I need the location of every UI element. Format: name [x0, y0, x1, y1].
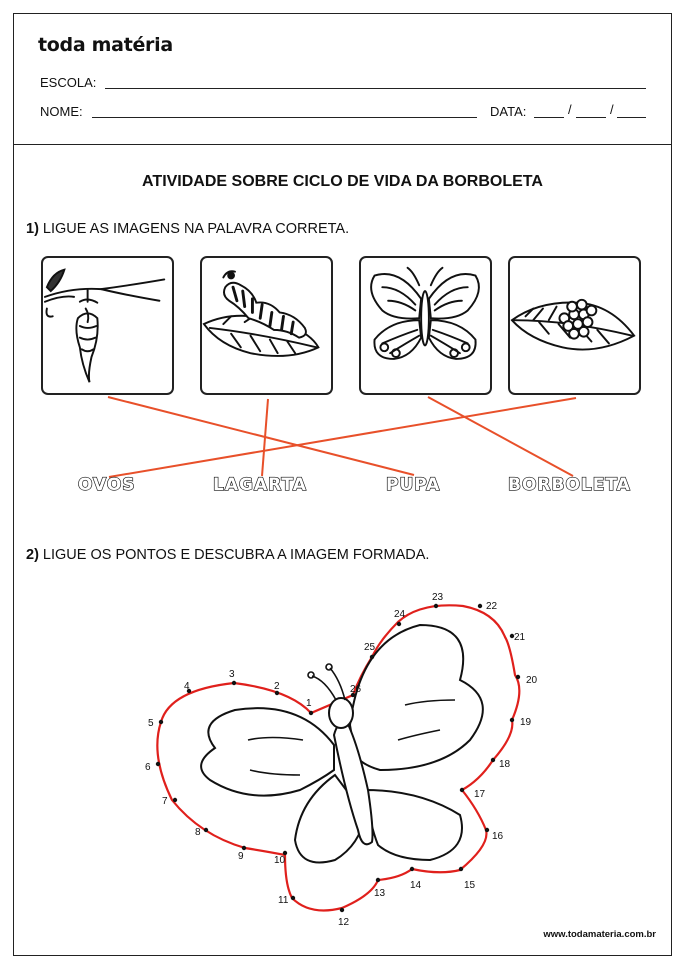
- dot-label-4: 4: [184, 681, 190, 692]
- dot-5[interactable]: [159, 720, 163, 724]
- date-separator: /: [568, 102, 572, 117]
- dot-11[interactable]: [291, 896, 295, 900]
- dot-label-21: 21: [514, 632, 526, 643]
- dot-label-10: 10: [274, 855, 286, 866]
- date-separator: /: [610, 102, 614, 117]
- dot-label-15: 15: [464, 880, 476, 891]
- activity-title: ATIVIDADE SOBRE CICLO DE VIDA DA BORBOLETA: [142, 173, 543, 190]
- question-2-text: LIGUE OS PONTOS E DESCUBRA A IMAGEM FORMADA.: [38, 547, 430, 563]
- dot-label-12: 12: [338, 917, 350, 928]
- name-label: NOME:: [40, 104, 83, 119]
- dot-label-8: 8: [195, 827, 201, 838]
- dot-label-1: 1: [306, 698, 312, 709]
- question-2-number: 2): [26, 547, 39, 563]
- dot-3[interactable]: [232, 681, 236, 685]
- dot-label-16: 16: [492, 831, 504, 842]
- dot-24[interactable]: [397, 622, 401, 626]
- dot-label-22: 22: [486, 601, 498, 612]
- dot-label-9: 9: [238, 851, 244, 862]
- dot-label-26: 26: [350, 684, 362, 695]
- dot-16[interactable]: [485, 828, 489, 832]
- dot-22[interactable]: [478, 604, 482, 608]
- question-1-number: 1): [26, 221, 39, 237]
- word-borboleta[interactable]: BORBOLETA: [508, 475, 631, 495]
- dot-14[interactable]: [410, 867, 414, 871]
- question-1-text: LIGUE AS IMAGENS NA PALAVRA CORRETA.: [38, 221, 350, 237]
- dot-label-6: 6: [145, 762, 151, 773]
- date-label: DATA:: [490, 104, 527, 119]
- dot-label-5: 5: [148, 718, 154, 729]
- dot-13[interactable]: [376, 878, 380, 882]
- dot-9[interactable]: [242, 846, 246, 850]
- dot-18[interactable]: [491, 758, 495, 762]
- dot-label-13: 13: [374, 888, 386, 899]
- dot-17[interactable]: [460, 788, 464, 792]
- dot-label-14: 14: [410, 880, 422, 891]
- dot-7[interactable]: [173, 798, 177, 802]
- dot-label-11: 11: [278, 895, 289, 906]
- word-lagarta[interactable]: LAGARTA: [213, 475, 307, 495]
- dot-label-7: 7: [162, 796, 168, 807]
- dot-15[interactable]: [459, 867, 463, 871]
- dot-label-18: 18: [499, 759, 511, 770]
- dot-label-24: 24: [394, 609, 406, 620]
- dot-label-20: 20: [526, 675, 538, 686]
- school-label: ESCOLA:: [40, 75, 97, 90]
- dot-label-23: 23: [432, 592, 444, 603]
- dot-label-2: 2: [274, 681, 280, 692]
- footer-url: www.todamateria.com.br: [543, 929, 656, 940]
- word-ovos[interactable]: OVOS: [78, 475, 136, 495]
- dot-23[interactable]: [434, 604, 438, 608]
- brand-logo: toda matéria: [38, 34, 173, 56]
- dot-1[interactable]: [309, 711, 313, 715]
- dot-6[interactable]: [156, 762, 160, 766]
- dot-19[interactable]: [510, 718, 514, 722]
- dot-label-25: 25: [364, 642, 376, 653]
- dot-8[interactable]: [204, 828, 208, 832]
- dot-20[interactable]: [516, 675, 520, 679]
- dot-label-17: 17: [474, 789, 486, 800]
- dot-25[interactable]: [370, 655, 374, 659]
- dot-label-3: 3: [229, 669, 235, 680]
- word-pupa[interactable]: PUPA: [386, 475, 441, 495]
- dot-12[interactable]: [340, 908, 344, 912]
- dot-label-19: 19: [520, 717, 532, 728]
